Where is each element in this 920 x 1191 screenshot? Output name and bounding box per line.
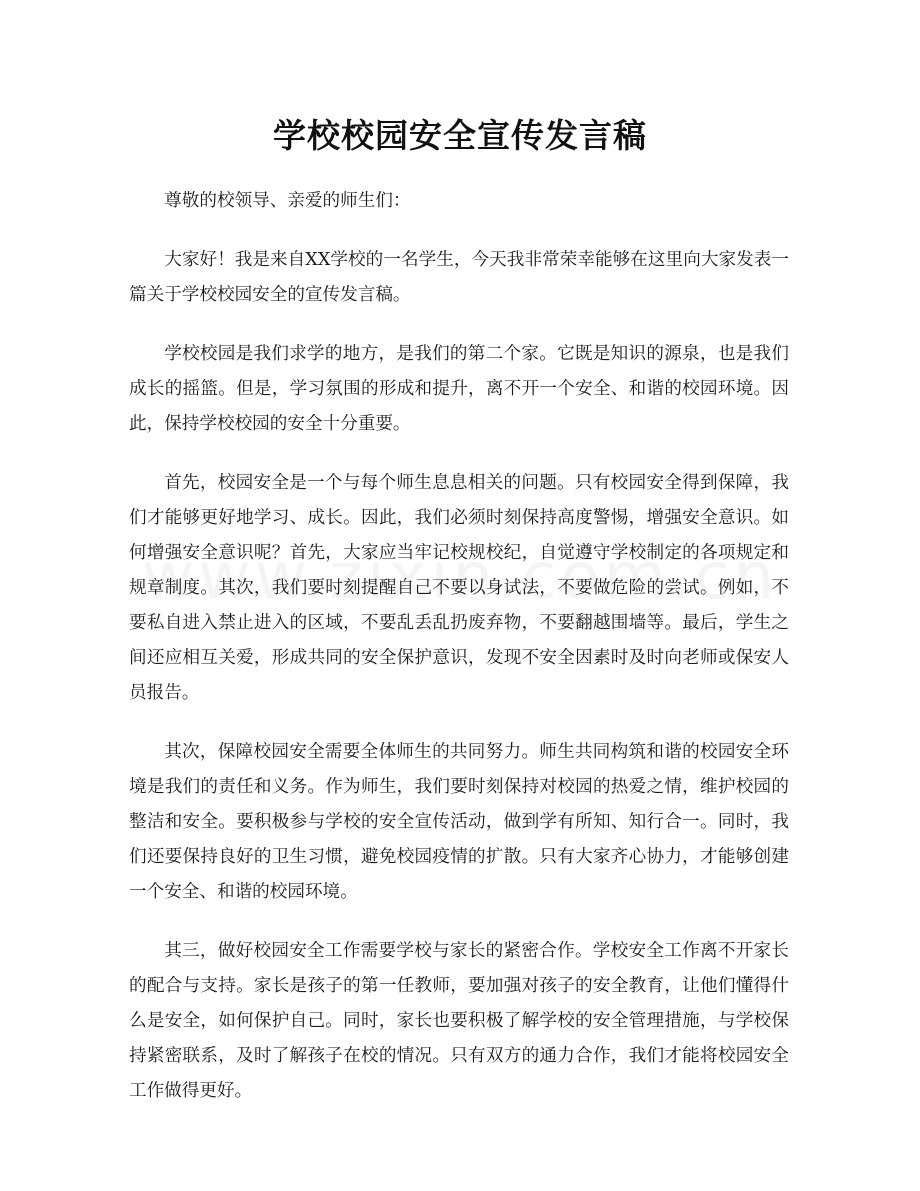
salutation-paragraph: 尊敬的校领导、亲爱的师生们：	[164, 191, 411, 211]
third-point-paragraph: 其三，做好校园安全工作需要学校与家长的紧密合作。学校安全工作离不开家长的配合与支持。家长是孩子的第一任教师，要加强对孩子的安全教育，让他们懂得什么是安全，如何保护自己。同时，家长也要积极了解学校的安全管理措施，与学校保持紧密联系，及时了解孩子在校的情况。只有双方的通力合作，我们才能将校园安全工作做得更好。	[129, 941, 789, 1101]
first-point-paragraph: 首先，校园安全是一个与每个师生息息相关的问题。只有校园安全得到保障，我们才能够更好地学习、成长。因此，我们必须时刻保持高度警惕，增强安全意识。如何增强安全意识呢？首先，大家应当牢记校规校纪，自觉遵守学校制定的各项规定和规章制度。其次，我们要时刻提醒自己不要以身试法，不要做危险的尝试。例如，不要私自进入禁止进入的区域，不要乱丢乱扔废弃物，不要翻越围墙等。最后，学生之间还应相互关爱，形成共同的安全保护意识，发现不安全因素时及时向老师或保安人员报告。	[129, 473, 789, 703]
document-body	[129, 184, 789, 1133]
greeting-paragraph: 大家好！我是来自XX学校的一名学生，今天我非常荣幸能够在这里向大家发表一篇关于学校校园安全的宣传发言稿。	[129, 250, 789, 305]
second-point-paragraph: 其次，保障校园安全需要全体师生的共同努力。师生共同构筑和谐的校园安全环境是我们的责任和义务。作为师生，我们要时刻保持对校园的热爱之情，维护校园的整洁和安全。要积极参与学校的安全宣传活动，做到学有所知、知行合一。同时，我们还要保持良好的卫生习惯，避免校园疫情的扩散。只有大家齐心协力，才能够创建一个安全、和谐的校园环境。	[129, 742, 789, 902]
intro-paragraph: 学校校园是我们求学的地方，是我们的第二个家。它既是知识的源泉，也是我们成长的摇篮。但是，学习氛围的形成和提升，离不开一个安全、和谐的校园环境。因此，保持学校校园的安全十分重要。	[129, 344, 789, 434]
page-title: 学校校园安全宣传发言稿	[273, 116, 647, 155]
